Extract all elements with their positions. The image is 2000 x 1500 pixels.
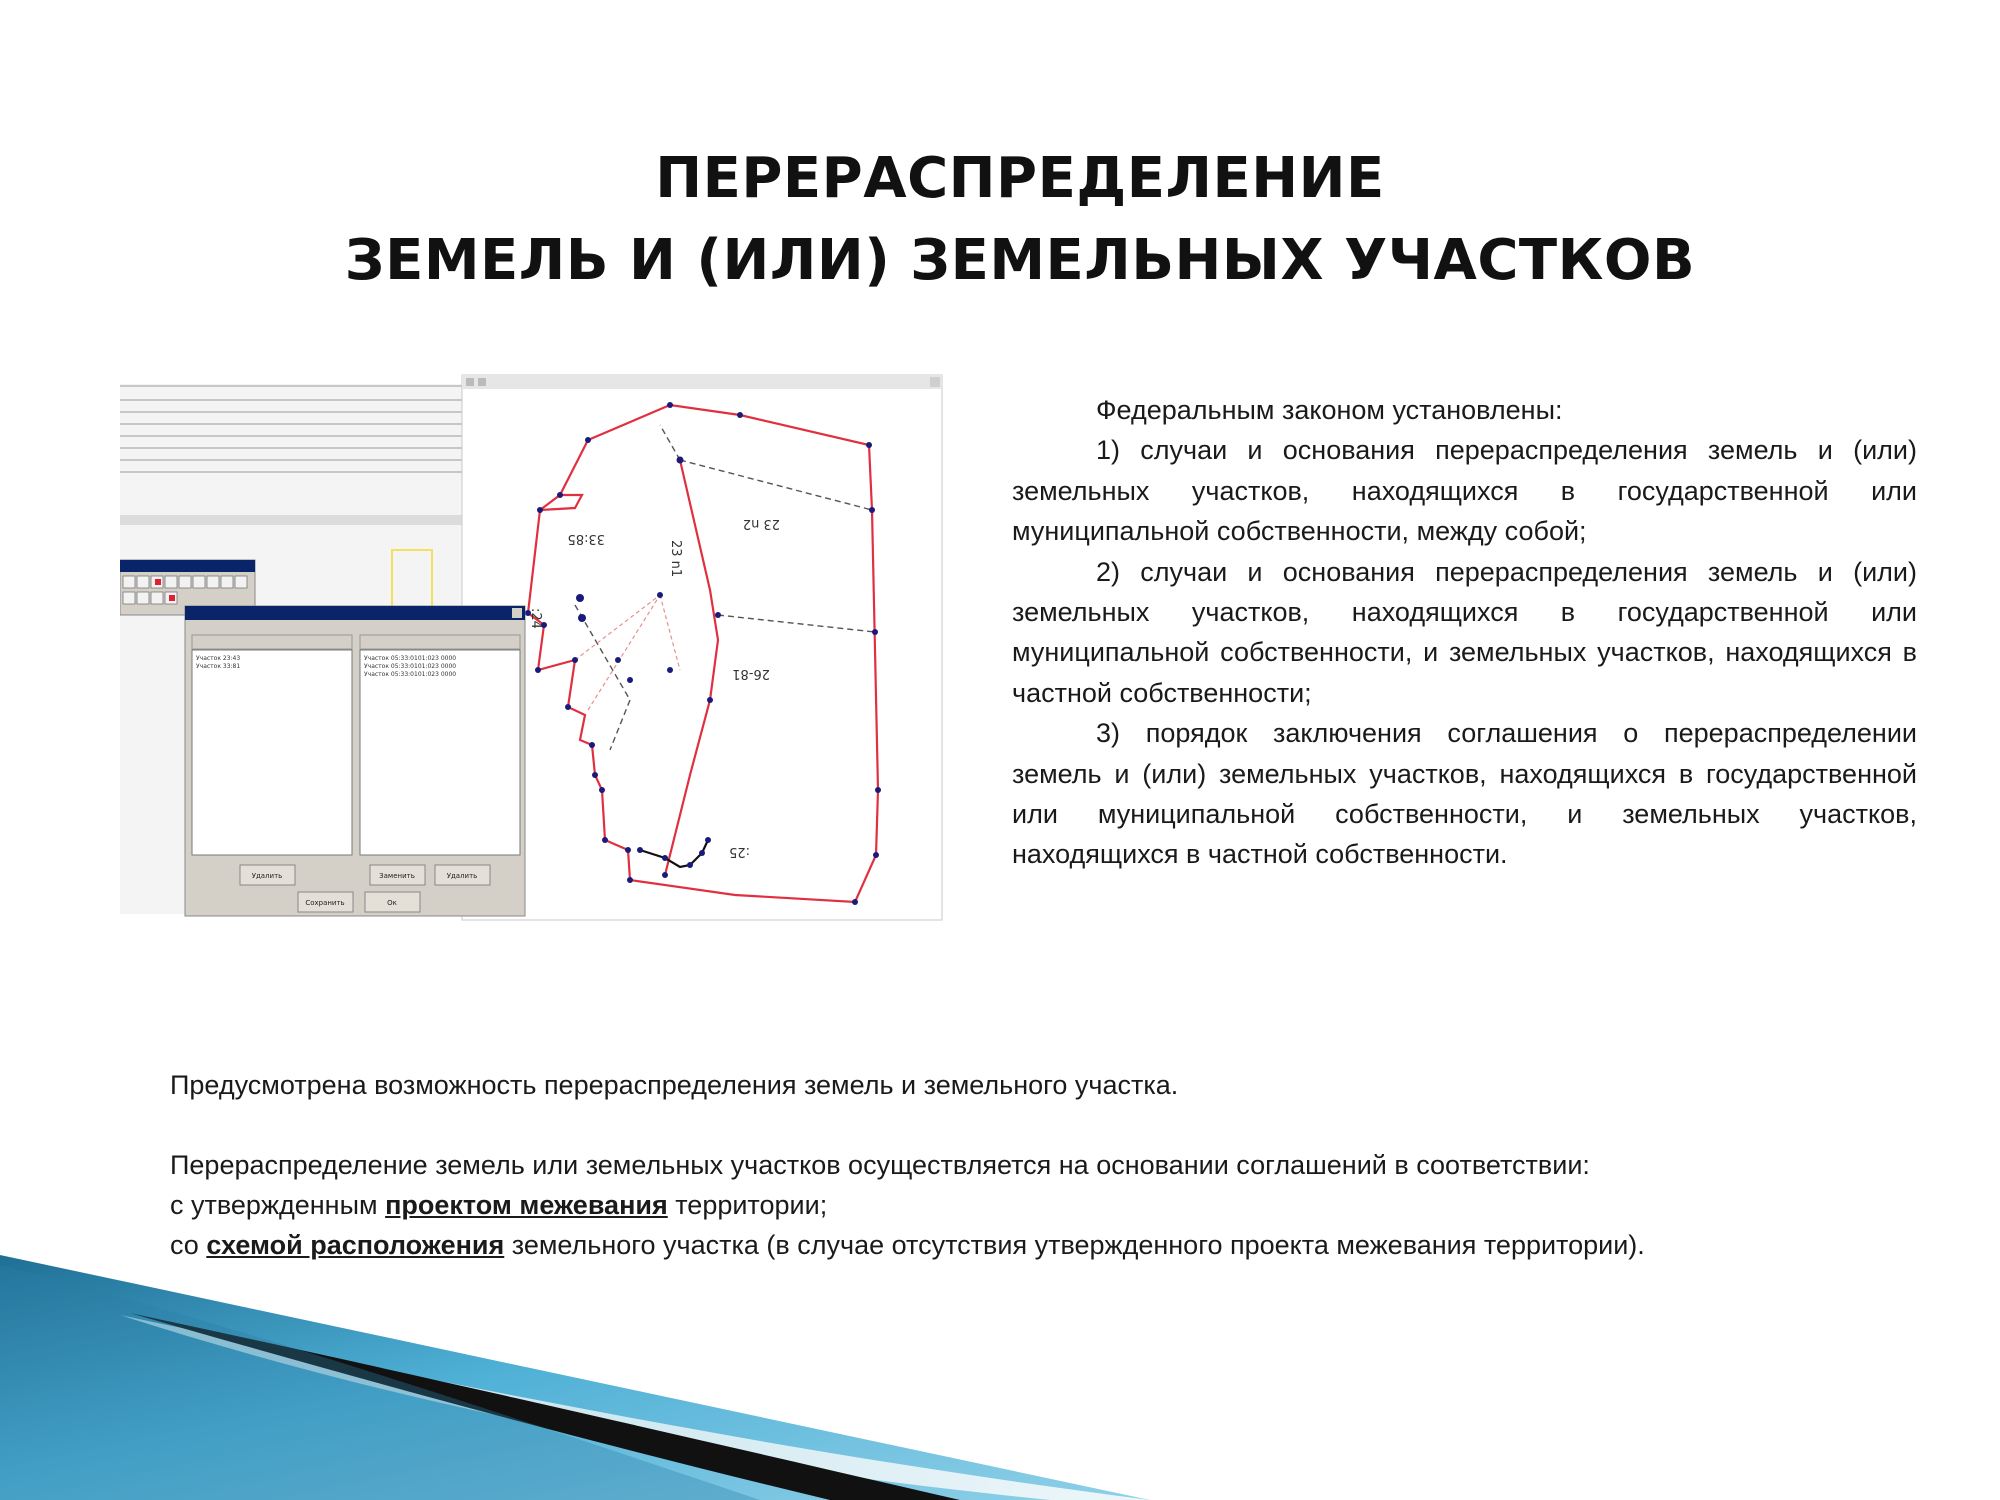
list-item[interactable]: Участок 05:33:0101:023 0000 (364, 655, 457, 662)
parcel-label-3: 23 n2 (742, 516, 780, 531)
ok-button[interactable]: Ок (387, 899, 397, 907)
parcel-label-2: 23 n1 (668, 540, 683, 578)
parcel-label-6: :25 (729, 844, 750, 859)
survey-project-link[interactable]: проектом межевания (385, 1190, 668, 1220)
law-item-3: 3) порядок заключения соглашения о перераспределении земель и (или) земельных участков, находящихся в государственной или муниципальной собственности, и земельных участков, находящихся в частной собственности. (1012, 718, 1917, 870)
layout-scheme-link[interactable]: схемой расположения (206, 1230, 505, 1260)
cadastral-software-screenshot (120, 370, 950, 925)
remove-button-2[interactable]: Удалить (446, 872, 478, 880)
remove-button[interactable]: Удалить (251, 872, 283, 880)
law-item-1: 1) случаи и основания перераспределения земель и (или) земельных участков, находящихся в государственной или муниципальной собственности, между собой; (1012, 435, 1917, 547)
list-item[interactable]: Участок 05:33:0101:023 0000 (364, 671, 457, 678)
law-provisions-text (1012, 390, 1917, 875)
objects-dialog (185, 606, 525, 916)
list-item[interactable]: Участок 23:43 (196, 655, 241, 662)
bottom-text-block (170, 1065, 1870, 1265)
title-line-1: ПЕРЕРАСПРЕДЕЛЕНИЕ (655, 146, 1385, 211)
slide-title (0, 138, 2000, 302)
law-intro: Федеральным законом установлены: (1096, 395, 1563, 425)
bottom-line-4: со схемой расположения земельного участка (в случае отсутствия утвержденного проекта межевания территории). (170, 1230, 1645, 1260)
law-item-2: 2) случаи и основания перераспределения земель и (или) земельных участков, находящихся в государственной или муниципальной собственности, и земельных участков, находящихся в частной собственности; (1012, 556, 1917, 708)
save-button[interactable]: Сохранить (305, 899, 345, 907)
parcel-label-1: 33:85 (567, 531, 605, 546)
list-item[interactable]: Участок 05:33:0101:023 0000 (364, 663, 457, 670)
bottom-line-2: Перераспределение земель или земельных участков осуществляется на основании соглашений в соответствии: (170, 1150, 1590, 1180)
parcel-label-5: :24 (528, 608, 543, 629)
bottom-line-3: с утвержденным проектом межевания территории; (170, 1190, 828, 1220)
parcel-label-4: 26-81 (732, 666, 770, 681)
decorative-swoosh (0, 1255, 2000, 1500)
replace-button[interactable]: Заменить (379, 872, 415, 880)
bottom-line-1: Предусмотрена возможность перераспределения земель и земельного участка. (170, 1070, 1179, 1100)
map-window (462, 375, 942, 920)
list-item[interactable]: Участок 33:81 (196, 663, 241, 670)
title-line-2: ЗЕМЕЛЬ И (ИЛИ) ЗЕМЕЛЬНЫХ УЧАСТКОВ (344, 228, 1696, 293)
